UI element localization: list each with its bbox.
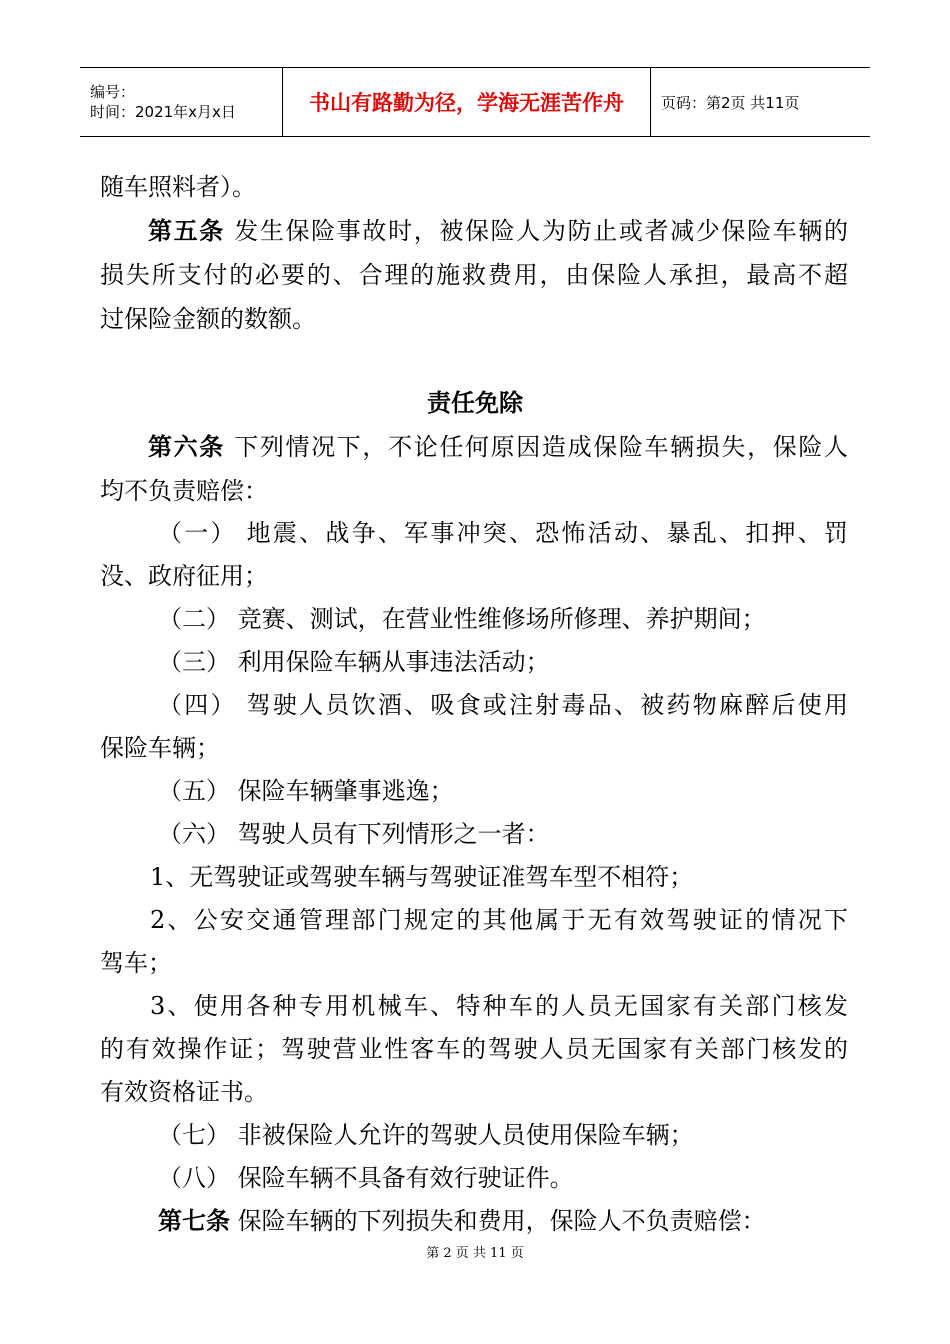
article-6-line [148, 432, 848, 462]
list-item: （五） 保险车辆肇事逃逸； [158, 777, 454, 805]
paragraph-line: 随车照料者）。 [100, 173, 256, 201]
article-5-line [148, 216, 848, 246]
document-number: 编号： [90, 83, 136, 101]
sub-item: 的有效操作证；驾驶营业性客车的驾驶人员无国家有关部门核发的 [100, 1035, 848, 1063]
list-item: 保险车辆； [100, 734, 220, 762]
sub-item: 3、使用各种专用机械车、特种车的人员无国家有关部门核发 [150, 992, 848, 1020]
sub-item: 驾车； [100, 949, 172, 977]
list-item: （四） 驾驶人员饮酒、吸食或注射毒品、被药物麻醉后使用 [158, 691, 848, 719]
article-6-text: 下列情况下，不论任何原因造成保险车辆损失，保险人 [234, 433, 849, 461]
article-5-line: 过保险金额的数额。 [100, 305, 316, 333]
article-5-text: 发生保险事故时，被保险人为防止或者减少保险车辆的 [234, 217, 849, 245]
section-title: 责任免除 [427, 388, 523, 417]
header-meta [80, 68, 283, 136]
article-5-line: 损失所支付的必要的、合理的施救费用，由保险人承担，最高不超 [100, 261, 848, 289]
article-7-heading: 第七条 [158, 1206, 230, 1235]
list-item: （六） 驾驶人员有下列情形之一者： [158, 820, 550, 848]
list-item: 没、政府征用； [100, 562, 268, 590]
sub-item: 有效资格证书。 [100, 1078, 268, 1106]
article-7-line [158, 1206, 766, 1236]
list-item: （二） 竞赛、测试，在营业性维修场所修理、养护期间； [158, 605, 766, 633]
page-footer: 第 2 页 共 11 页 [426, 1246, 524, 1261]
article-5-heading: 第五条 [148, 216, 225, 245]
page-header [80, 67, 870, 137]
list-item: （八） 保险车辆不具备有效行驶证件。 [158, 1164, 574, 1192]
header-motto: 书山有路勤为径，学海无涯苦作舟 [283, 68, 651, 136]
sub-item: 2、公安交通管理部门规定的其他属于无有效驾驶证的情况下 [150, 906, 848, 934]
article-7-text: 保险车辆的下列损失和费用，保险人不负责赔偿： [237, 1207, 766, 1235]
sub-item: 1、无驾驶证或驾驶车辆与驾驶证准驾车型不相符； [150, 863, 694, 891]
document-date: 时间：2021年x月x日 [90, 103, 236, 121]
list-item: （七） 非被保险人允许的驾驶人员使用保险车辆； [158, 1121, 694, 1149]
list-item: （三） 利用保险车辆从事违法活动； [158, 648, 550, 676]
article-6-line: 均不负责赔偿： [100, 477, 268, 505]
article-6-heading: 第六条 [148, 432, 225, 461]
list-item: （一） 地震、战争、军事冲突、恐怖活动、暴乱、扣押、罚 [158, 519, 848, 547]
header-page-number: 页码：第2页 共11页 [661, 93, 800, 112]
